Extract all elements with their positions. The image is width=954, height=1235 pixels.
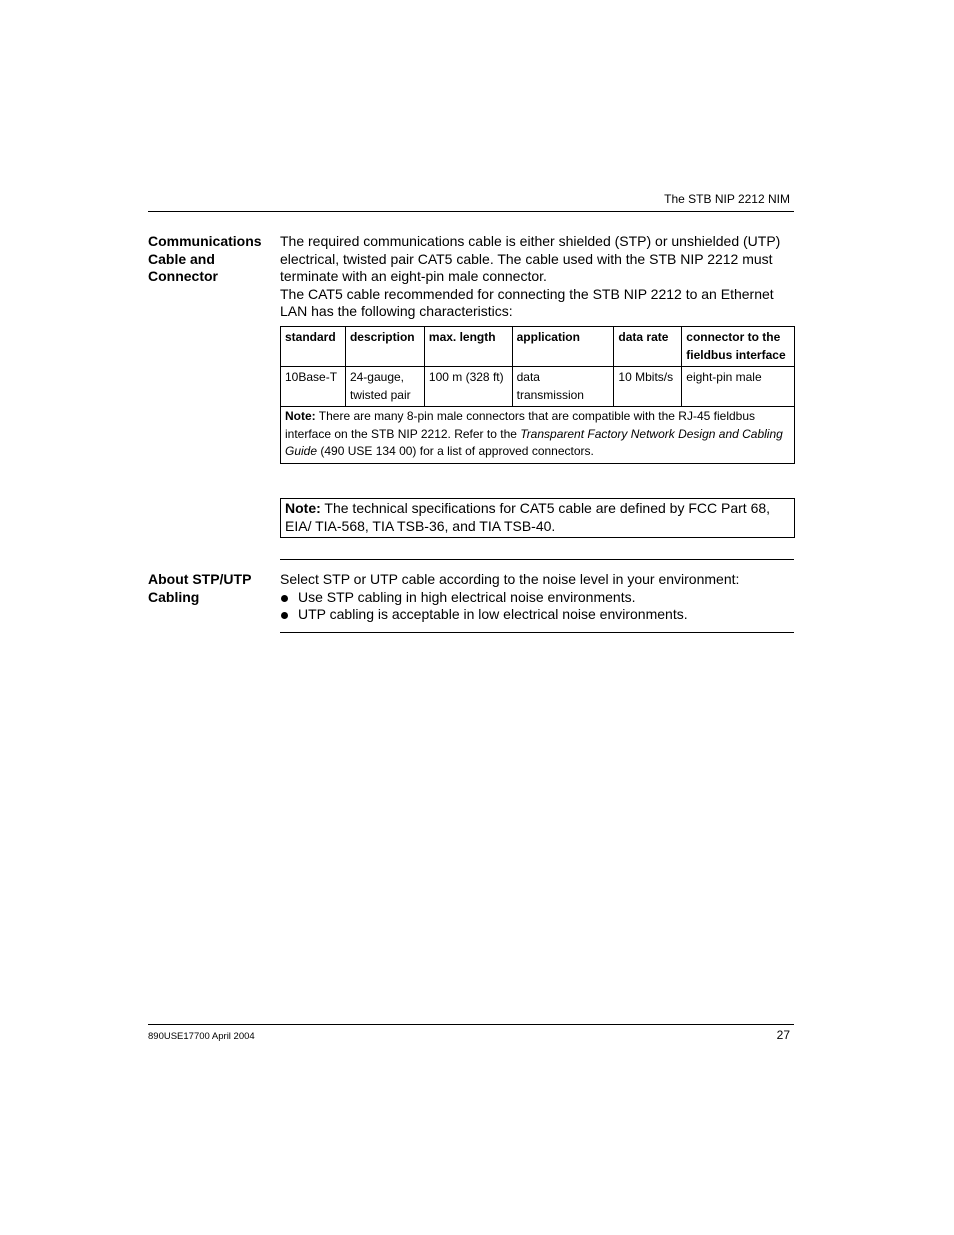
cell-data-rate: 10 Mbits/s xyxy=(614,367,682,407)
section-end-rule xyxy=(280,632,794,633)
table-note-text-after: (490 USE 134 00) for a list of approved connectors. xyxy=(317,444,594,458)
cable-characteristics-table xyxy=(280,326,795,464)
running-header: The STB NIP 2212 NIM xyxy=(664,192,790,206)
cell-max-length: 100 m (328 ft) xyxy=(424,367,512,407)
stp-utp-bullet-list xyxy=(280,589,795,624)
paragraph-cable-recommendation: The CAT5 cable recommended for connecting the STB NIP 2212 to an Ethernet LAN has the following characteristics: xyxy=(280,285,774,319)
footer-rule xyxy=(148,1024,794,1025)
list-item-text: UTP cabling is acceptable in low electrical noise environments. xyxy=(298,606,688,622)
cell-application: data transmission xyxy=(512,367,614,407)
note-label: Note: xyxy=(285,500,321,516)
section-divider xyxy=(280,559,794,560)
list-item xyxy=(280,606,795,624)
table-note-guide-title: Transparent Factory Network Design and Cabling Guide xyxy=(285,426,783,458)
footer-doc-id: 890USE17700 April 2004 xyxy=(148,1031,255,1042)
bullet-icon xyxy=(281,612,288,619)
table-note xyxy=(281,407,795,464)
section-heading-communications-cable: Communications Cable and Connector xyxy=(148,233,262,284)
section-body-stp-utp xyxy=(280,571,795,624)
column-header-connector: connector to the fieldbus interface xyxy=(682,327,795,367)
bullet-icon xyxy=(281,595,288,602)
page-number: 27 xyxy=(776,1028,790,1042)
cell-description: 24-gauge, twisted pair xyxy=(345,367,424,407)
column-header-description: description xyxy=(345,327,424,367)
section-body-communications-cable xyxy=(280,233,795,321)
list-item xyxy=(280,589,795,607)
table-note-text-before: There are many 8-pin male connectors that are compatible with the RJ-45 fieldbus interface on the STB NIP 2212. Refer to the xyxy=(285,409,756,441)
cell-connector: eight-pin male xyxy=(682,367,795,407)
note-text: The technical specifications for CAT5 cable are defined by FCC Part 68, EIA/ TIA-568, TIA TSB-36, and TIA TSB-40. xyxy=(285,500,771,534)
table-note-label: Note: xyxy=(285,409,316,423)
table-row xyxy=(281,367,795,407)
list-item-text: Use STP cabling in high electrical noise environments. xyxy=(298,588,636,605)
table-header-row xyxy=(281,327,795,367)
column-header-application: application xyxy=(512,327,614,367)
cell-standard: 10Base-T xyxy=(281,367,346,407)
paragraph-cable-requirement: The required communications cable is either shielded (STP) or unshielded (UTP) electrical, twisted pair CAT5 cable. The cable used with the STB NIP 2212 must terminate with an eight-pin male connector. xyxy=(280,233,781,284)
cat5-spec-note xyxy=(280,498,795,538)
column-header-standard: standard xyxy=(281,327,346,367)
section-heading-stp-utp: About STP/UTP Cabling xyxy=(148,571,252,605)
table-note-row xyxy=(281,407,795,464)
header-rule xyxy=(148,211,794,212)
paragraph-stp-utp-intro: Select STP or UTP cable according to the noise level in your environment: xyxy=(280,571,740,587)
column-header-max-length: max. length xyxy=(424,327,512,367)
column-header-data-rate: data rate xyxy=(614,327,682,367)
